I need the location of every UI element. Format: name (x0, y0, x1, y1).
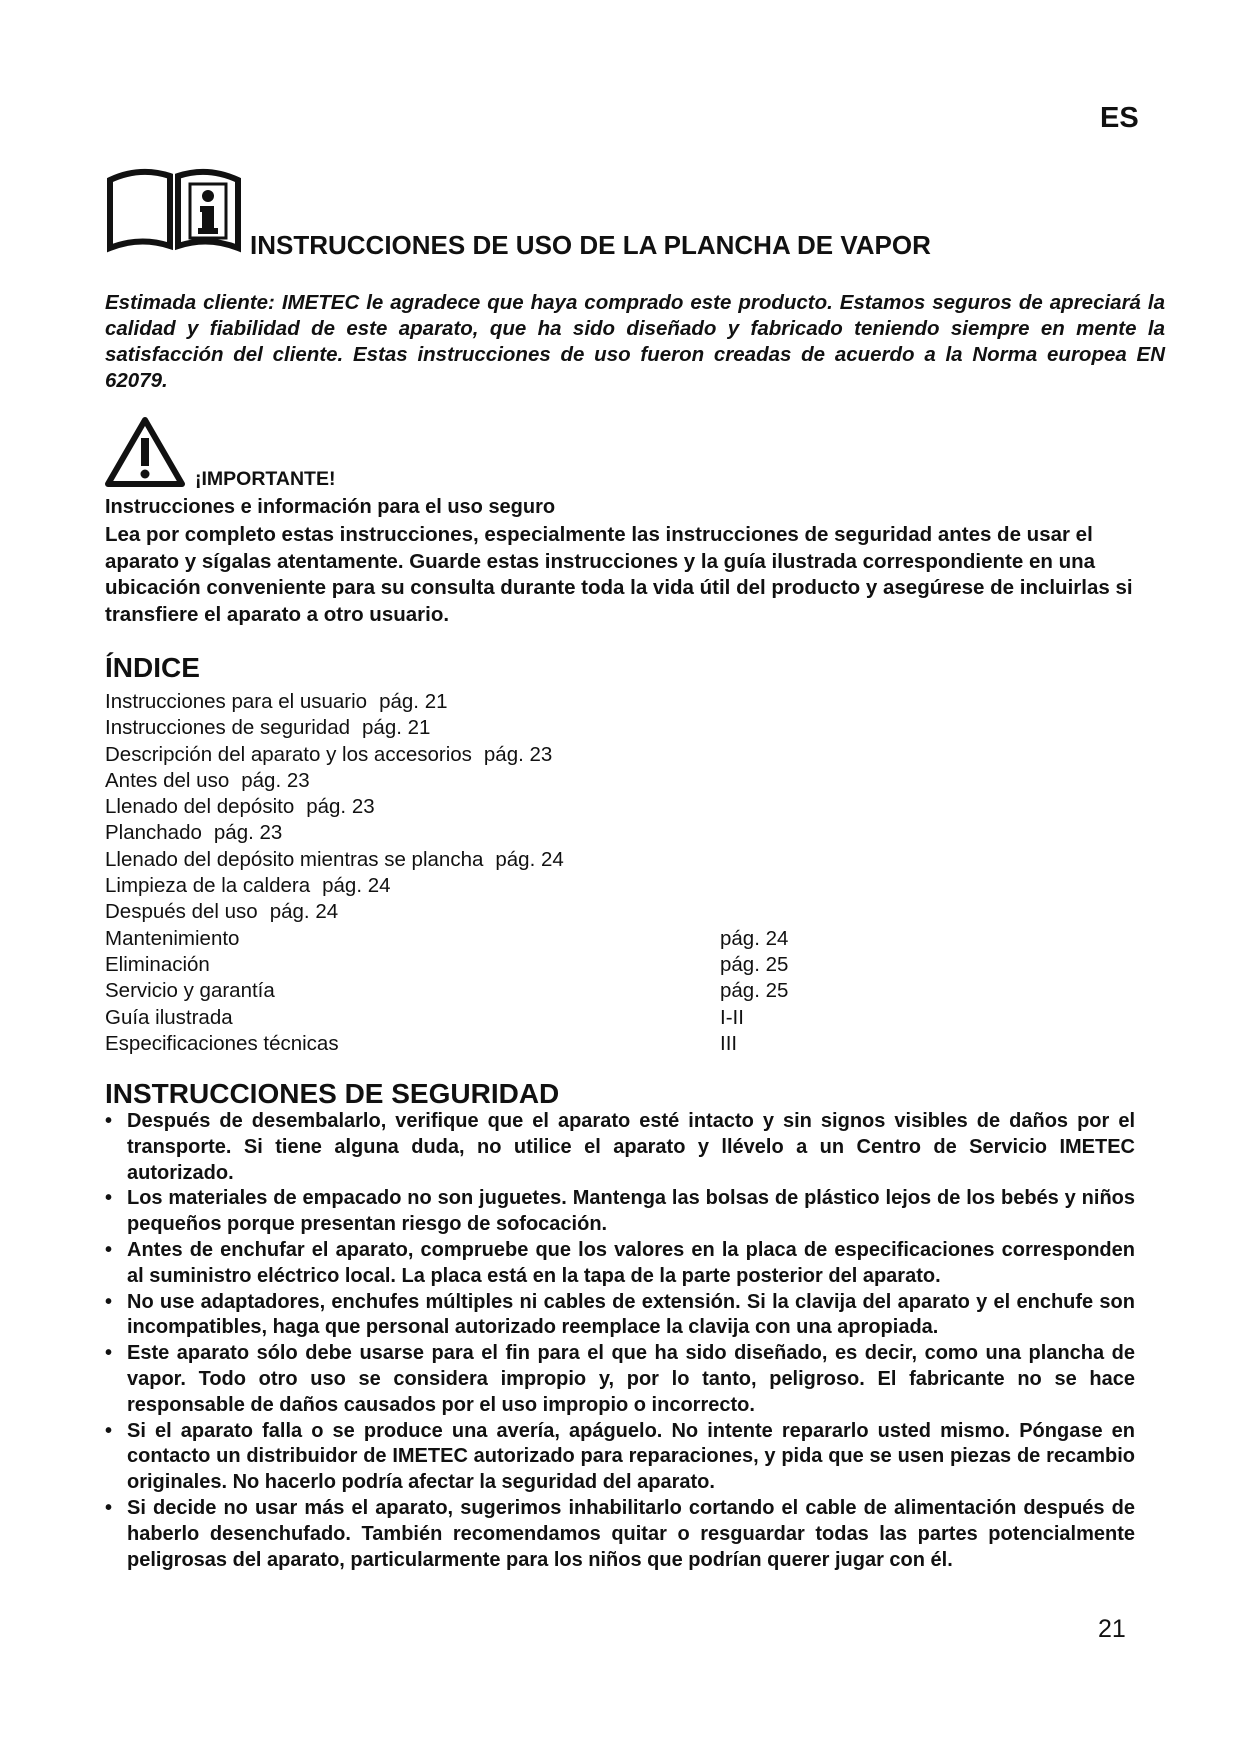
index-item (105, 873, 825, 899)
index-item-page: pág. 24 (269, 900, 339, 924)
index-item-page: pág. 23 (213, 821, 283, 845)
index-item (105, 899, 825, 925)
index-item-page: pág. 23 (483, 742, 553, 766)
index-item-label: Llenado del depósito mientras se plancha (105, 847, 484, 871)
safe-use-heading: Instrucciones e información para el uso seguro (105, 496, 556, 518)
index-item-page: III (720, 1031, 738, 1055)
safety-item: • No use adaptadores, enchufes múltiples ni cables de extensión. Si la clavija del aparato y el enchufe son incompatibles, haga que personal autorizado reemplace la clavija con una apropiada. (105, 1290, 1135, 1342)
index-item-label: Guía ilustrada (105, 1005, 233, 1029)
safety-item: • Antes de enchufar el aparato, compruebe que los valores en la placa de especificaciones corresponden al suministro eléctrico local. La placa está en la tapa de la parte posterior del aparato. (105, 1238, 1135, 1290)
index-item-label: Antes del uso (105, 768, 230, 792)
page-number: 21 (1098, 1615, 1126, 1643)
index-item-page: pág. 24 (495, 847, 564, 871)
index-item (105, 926, 825, 952)
safety-item: • Si el aparato falla o se produce una avería, apáguelo. No intente repararlo usted mismo. Póngase en contacto un distribuidor de IMETEC autorizado para reparaciones, y pida que se usen piezas de recambio originales. No hacerlo podría afectar la seguridad del aparato. (105, 1419, 1135, 1496)
index-item-page: I-II (720, 1005, 744, 1029)
index-item-label: Instrucciones de seguridad (105, 716, 351, 740)
index-item-page: pág. 21 (362, 716, 431, 740)
index-item (105, 742, 825, 768)
index-item-label: Llenado del depósito (105, 795, 295, 819)
intro-paragraph: Estimada cliente: IMETEC le agradece que haya comprado este producto. Estamos seguros de apreciará la calidad y fiabilidad de este aparato, que ha sido diseñado y fabricado teniendo siempre en mente la satisfacción del cliente. Estas instrucciones de uso fueron creadas de acuerdo a la Norma europea EN 62079. (105, 291, 1165, 392)
index-item-label: Planchado (105, 821, 202, 845)
important-label: ¡IMPORTANTE! (195, 468, 336, 490)
index-item (105, 768, 825, 794)
index-item-label: Servicio y garantía (105, 979, 275, 1003)
index-item-label: Descripción del aparato y los accesorios (105, 742, 472, 766)
index-title: ÍNDICE (105, 652, 200, 683)
index-item-page: pág. 25 (720, 952, 789, 976)
index-item-page: pág. 24 (322, 874, 391, 898)
safety-title: INSTRUCCIONES DE SEGURIDAD (105, 1078, 560, 1109)
index-item-page: pág. 21 (379, 690, 448, 713)
index-item (105, 978, 825, 1004)
index-list (105, 689, 825, 1057)
language-tag: ES (1100, 102, 1139, 134)
index-item (105, 715, 825, 741)
index-item (105, 820, 825, 846)
index-item-label: Instrucciones para el usuario (105, 690, 368, 713)
index-item-page: pág. 25 (720, 979, 789, 1003)
index-item (105, 794, 825, 820)
index-item (105, 689, 825, 715)
index-item-label: Mantenimiento (105, 926, 240, 950)
index-item (105, 952, 825, 978)
index-item-label: Después del uso (105, 900, 258, 924)
safety-item: • Los materiales de empacado no son juguetes. Mantenga las bolsas de plástico lejos de los bebés y niños pequeños porque presentan riesgo de sofocación. (105, 1186, 1135, 1238)
index-item (105, 1005, 825, 1031)
index-item-page: pág. 23 (306, 795, 375, 819)
safety-item: • Si decide no usar más el aparato, sugerimos inhabilitarlo cortando el cable de alimentación después de haberlo desenchufado. También recomendamos quitar o resguardar todas las partes potencialmente peligrosas del aparato, particularmente para los niños que podrían querer jugar con él. (105, 1496, 1135, 1573)
index-item (105, 847, 825, 873)
index-item-label: Especificaciones técnicas (105, 1031, 339, 1055)
book-info-icon (104, 158, 244, 254)
safety-item: • Después de desembalarlo, verifique que el aparato esté intacto y sin signos visibles de daños por el transporte. Si tiene alguna duda, no utilice el aparato y llévelo a un Centro de Servicio IMETEC autorizado. (105, 1109, 1135, 1186)
safe-use-text: Lea por completo estas instrucciones, especialmente las instrucciones de seguridad antes de usar el aparato y sígalas atentamente. Guarde estas instrucciones y la guía ilustrada correspondiente en una ubicación conveniente para su consulta durante toda la vida útil del producto y asegúrese de incluirlas si transfiere el aparato a otro usuario. (105, 523, 1133, 626)
index-item-label: Limpieza de la caldera (105, 874, 311, 898)
page-title: INSTRUCCIONES DE USO DE LA PLANCHA DE VAPOR (250, 230, 931, 260)
warning-triangle-icon (104, 416, 186, 488)
safety-list (105, 1109, 1135, 1573)
safety-item: • Este aparato sólo debe usarse para el fin para el que ha sido diseñado, es decir, como una plancha de vapor. Todo otro uso se considera impropio y, por lo tanto, peligroso. El fabricante no se hace responsable de daños causados por el uso impropio o incorrecto. (105, 1341, 1135, 1418)
index-item-page: pág. 24 (720, 926, 789, 950)
index-item-label: Eliminación (105, 952, 210, 976)
index-item (105, 1031, 825, 1057)
index-item-page: pág. 23 (241, 768, 310, 792)
